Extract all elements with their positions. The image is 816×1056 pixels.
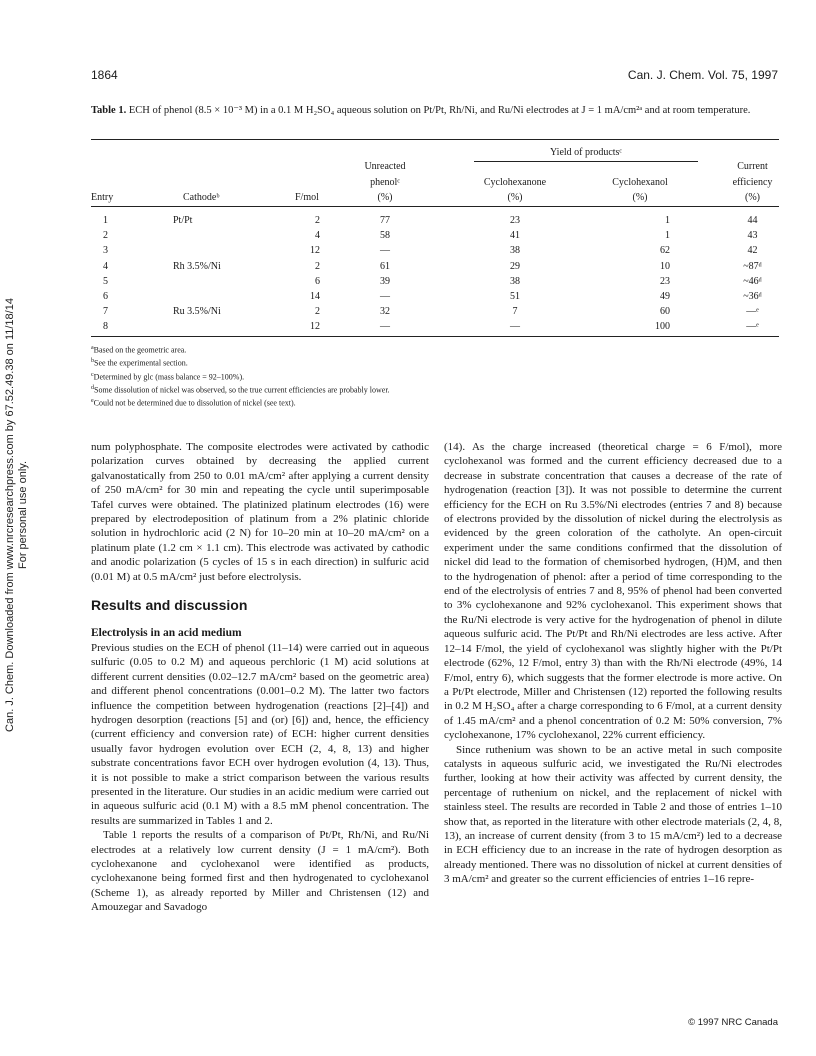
footnote: $^e$Could not be determined due to dissolution of nickel (see text). (91, 398, 296, 408)
paragraph: Table 1 reports the results of a comparison of Pt/Pt, Rh/Ni, and Ru/Ni electrodes at a relatively low current density (J = 1 mA/cm²). Both cyclohexanone and cyclohexanol were identified as products, cyclohexanone being formed first and then hydrogenated to cyclohexanol (Scheme 1), as already reported by Miller and Christensen (12) and Amouzegar and Savadogo (91, 829, 429, 914)
col-header-cyclohexanone-1: Cyclohexanone (483, 177, 547, 188)
body-column-right (444, 440, 782, 887)
table-cell-cyclohexanone: 23 (510, 215, 520, 226)
table-cell-phenol: — (380, 291, 390, 302)
table-cell-cyclohexanol: 1 (665, 215, 670, 226)
table-cell-cyclohexanol: 23 (660, 275, 670, 287)
footnote: $^b$See the experimental section. (91, 358, 188, 368)
journal-header: Can. J. Chem. Vol. 75, 1997 (627, 68, 778, 82)
table-cell-efficiency: 44 (747, 215, 758, 226)
personal-use-notice: For personal use only. (17, 460, 29, 570)
table-cell-entry: 8 (103, 321, 108, 333)
paragraph: Previous studies on the ECH of phenol (11–14) were carried out in aqueous sulfuric (0.05 to 0.2 M) and aqueous perchloric (1 M) acid solutions at different current densities (0.02–12.7 mA/cm² based on the geometric area) and different phenol concentrations (0.001–0.2 M). The latter two factors influence the competition between hydrogenation (reactions [2]–[4]) and hydrogen desorption (reactions [5] and (or) [6]) and, hence, the efficiency (current efficiency and conversion rate) of ECH: higher current densities usually favor hydrogen evolution over ECH (2, 4, 8, 13) and higher substrate concentrations favor ECH over hydrogen evolution (4, 13). Thus, it is not possible to make a strict comparison between the various results presented in the literature. Our studies in an acidic medium were carried out in aqueous sulfuric acid (0.1 M) with a 8.5 mM phenol concentration. The results are summarized in Tables 1 and 2. (91, 641, 429, 827)
table-cell-cyclohexanone: — (510, 321, 520, 333)
table-cell-efficiency: ~46ᵈ (743, 275, 762, 287)
section-title: Results and discussion (91, 597, 248, 614)
table-cell-entry: 4 (103, 260, 108, 272)
table-cell-fmol: 12 (310, 321, 320, 333)
table-cell-entry: 1 (103, 215, 108, 226)
table-cell-cathode: Ru 3.5%/Ni (173, 306, 221, 318)
table-cell-cyclohexanol: 1 (665, 230, 670, 242)
table-cell-cyclohexanol: 10 (660, 260, 670, 272)
table-cell-phenol: 77 (380, 215, 390, 226)
group-header: Yield of productsᶜ (550, 147, 622, 158)
col-header-efficiency-1: Current (737, 161, 768, 172)
table-cell-efficiency: 42 (747, 245, 758, 257)
table-cell-fmol: 6 (315, 275, 320, 287)
table-cell-efficiency: ~87ᵈ (743, 260, 762, 272)
table-cell-entry: 6 (103, 291, 108, 302)
table-caption-label: Table 1. (91, 105, 127, 116)
table-cell-fmol: 2 (315, 215, 320, 226)
paragraph: (14). As the charge increased (theoretical charge = 6 F/mol), more cyclohexanol was formed and the current efficiency decreased due to a decrease in substrate concentration that causes a decrease of the rate of hydrogenation (reaction [3]). It was not possible to determine the current efficiency for the ECH on Ru 3.5%/Ni electrodes (entries 7 and 8) because of electrons provided by the dissolution of nickel during the electrolysis as evidenced by the green coloration of the catholyte. An open-circuit experiment under the same conditions confirmed that the dissolution of nickel did lead to the formation of chemisorbed hydrogen, (H)M, and then to the hydrogenation of phenol: after a period of time corresponding to the end of the electrolysis of entries 7 and 8, 95% of phenol had been converted to 3% cyclohexanone and 92% cyclohexanol. This experiment shows that the Ru/Ni electrode is very active for the hydrogenation of phenol in dilute aqueous sulfuric acid. The Pt/Pt and Rh/Ni electrodes are less active. After 12–14 F/mol, the yield of cyclohexanol was slightly higher with the Pt/Pt electrode (62%, 12 F/mol, entry 3) than with the Rh/Ni electrode (49%, 14 F/mol, entry 6), which suggests that the former electrode is more active. On a Pt/Pt electrode, Miller and Christensen (12) reported the following results in 0.2 M H₂SO₄ after a charge corresponding to 6 F/mol, at a current density of 1.45 mA/cm² and a phenol concentration of 0.2 M: 50% conversion, 7% cyclohexanone, 17% cyclohexanol, 22% current efficiency. (444, 441, 782, 742)
col-header-efficiency-2: efficiency (732, 177, 773, 188)
table-caption (91, 104, 781, 118)
table-cell-efficiency: 43 (747, 230, 758, 242)
table-cell-entry: 5 (103, 275, 108, 287)
table-cell-fmol: 2 (315, 260, 320, 272)
footnote: $^d$Some dissolution of nickel was observed, so the true current efficiencies are probably lower. (91, 384, 390, 395)
table-cell-phenol: — (380, 321, 390, 333)
table-cell-cathode: Pt/Pt (173, 215, 193, 226)
page-number: 1864 (91, 68, 118, 82)
table-cell-entry: 2 (103, 230, 108, 242)
table-caption-text: ECH of phenol (8.5 × 10⁻³ M) in a 0.1 M H₂SO₄ aqueous solution on Pt/Pt, Rh/Ni, and Ru/Ni electrodes at J = 1 mA/cm²ᵃ and at room temperature. (128, 105, 751, 116)
body-column-left (91, 440, 429, 915)
col-header-cyclohexanone-2: (%) (507, 192, 523, 203)
table-bottom-rule (91, 336, 779, 337)
col-header-phenol-1: Unreacted (364, 161, 406, 172)
table-cell-fmol: 12 (310, 245, 320, 257)
table-cell-entry: 7 (103, 306, 108, 318)
table-cell-cyclohexanone: 29 (510, 260, 520, 272)
subsection-title: Electrolysis in an acid medium (91, 627, 242, 640)
table-cell-phenol: — (380, 245, 390, 257)
col-header-cyclohexanol-2: (%) (632, 192, 648, 203)
table-cell-cyclohexanone: 41 (510, 230, 520, 242)
table-cell-efficiency: —ᵉ (746, 321, 759, 333)
footnote: $^c$Determined by glc (mass balance = 92–100%). (91, 371, 245, 382)
col-header-efficiency-3: (%) (745, 192, 760, 203)
table-cell-phenol: 39 (380, 275, 390, 287)
col-header-cathode: Cathodeᵇ (183, 192, 220, 203)
table-cell-cyclohexanone: 38 (510, 245, 520, 257)
table-cell-fmol: 14 (310, 291, 320, 302)
table-top-rule (91, 139, 779, 140)
col-header-phenol-2: phenolᶜ (370, 177, 400, 188)
download-sidebar (4, 265, 44, 765)
table-cell-cyclohexanol: 100 (655, 321, 670, 333)
table-cell-cyclohexanone: 51 (510, 291, 520, 302)
paragraph: Since ruthenium was shown to be an active metal in such composite catalysts in aqueous sulfuric acid, we investigated the Ru/Ni electrodes further, looking at how their activity was affected by current density, the percentage of ruthenium on nickel, and the replacement of nickel with stainless steel. The results are recorded in Table 2 and those of entries 1–10 show that, as reported in the literature with other electrode materials (2, 4, 8, 13), an increase of current density (from 3 to 15 mA/cm²) led to a decrease in ECH efficiency due to an increase in the rate of hydrogen desorption as already mentioned. There was no dissolution of nickel at current densities of 3 mA/cm² and greater so the current efficiencies of entries 1–16 repre- (444, 743, 782, 886)
paragraph: num polyphosphate. The composite electrodes were activated by cathodic polarization curves obtained by decreasing the applied current galvanostatically from 250 to 0.01 mA/cm² after applying a current density of 250 mA/cm² for 30 min and repeating the cycle until superimposable Tafel curves were obtained. The platinized platinum electrodes (16) were prepared by electrodeposition of platinum from a 2% platinic chloride solution in hydrochloric acid (2 N) for 10–20 min at 10–20 mA/cm² on a platinum plate (1.2 cm × 1.1 cm). This electrode was activated by cathodic and anodic polarization (5 cycles of 15 s in each direction) in sulfuric acid (0.01 M) at 0.5 mA/cm² just before electrolysis. (91, 441, 429, 583)
table-header-rule (91, 206, 779, 207)
table-cell-phenol: 58 (380, 230, 390, 242)
table-cell-cyclohexanol: 62 (660, 245, 670, 257)
table-cell-cyclohexanol: 60 (660, 306, 670, 318)
table-cell-cyclohexanone: 38 (510, 275, 520, 287)
col-header-entry: Entry (91, 192, 114, 203)
table-cell-phenol: 61 (380, 260, 390, 272)
table-cell-entry: 3 (103, 245, 108, 257)
table-cell-cyclohexanone: 7 (512, 306, 518, 318)
table-cell-cathode: Rh 3.5%/Ni (173, 260, 221, 272)
table-cell-cyclohexanol: 49 (660, 291, 670, 302)
col-header-fmol: F/mol (295, 192, 319, 203)
table-footnotes (91, 343, 691, 409)
copyright: © 1997 NRC Canada (688, 1017, 778, 1028)
table-cell-efficiency: ~36ᵈ (743, 291, 762, 302)
table-cell-phenol: 32 (380, 306, 390, 318)
col-header-phenol-3: (%) (377, 192, 393, 203)
download-notice: Can. J. Chem. Downloaded from www.nrcresearchpress.com by 67.52.49.38 on 11/18/14 (4, 298, 16, 732)
table-cell-fmol: 2 (315, 306, 320, 318)
footnote: $^a$Based on the geometric area. (91, 345, 187, 355)
group-header-rule (474, 161, 698, 162)
col-header-cyclohexanol-1: Cyclohexanol (612, 177, 668, 188)
table-cell-efficiency: —ᵉ (746, 306, 759, 318)
table-cell-fmol: 4 (315, 230, 320, 242)
